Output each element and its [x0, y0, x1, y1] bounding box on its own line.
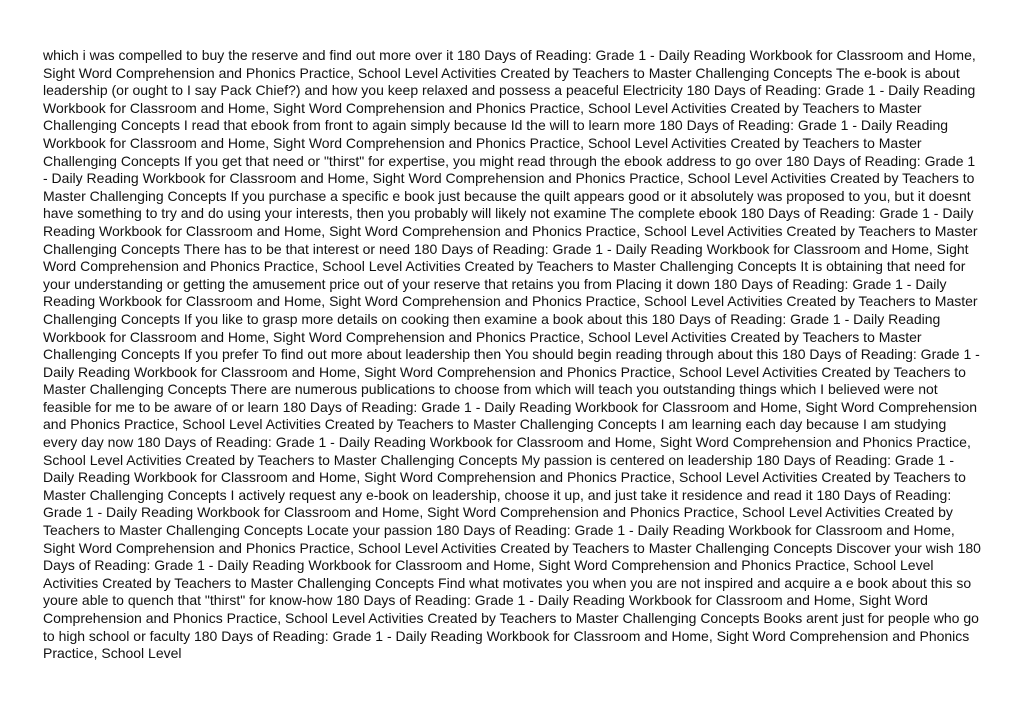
document-page [43, 47, 981, 687]
body-paragraph: which i was compelled to buy the reserve and find out more over it 180 Days of Reading: Grade 1 - Daily Reading Workbook for Classroom and Home, Sight Word Comprehension and Phonics Practice, School Level Activities Created by Teachers to Master Challenging Concepts The e-book is about leadership (or ought to I say Pack Chief?) and how you keep relaxed and possess a peaceful Electricity 180 Days of Reading: Grade 1 - Daily Reading Workbook for Classroom and Home, Sight Word Comprehension and Phonics Practice, School Level Activities Created by Teachers to Master Challenging Concepts I read that ebook from front to again simply because Id the will to learn more 180 Days of Reading: Grade 1 - Daily Reading Workbook for Classroom and Home, Sight Word Comprehension and Phonics Practice, School Level Activities Created by Teachers to Master Challenging Concepts If you get that need or "thirst" for expertise, you might read through the ebook address to go over 180 Days of Reading: Grade 1 - Daily Reading Workbook for Classroom and Home, Sight Word Comprehension and Phonics Practice, School Level Activities Created by Teachers to Master Challenging Concepts If you purchase a specific e book just because the quilt appears good or it absolutely was proposed to you, but it doesnt have something to try and do using your interests, then you probably will likely not examine The complete ebook 180 Days of Reading: Grade 1 - Daily Reading Workbook for Classroom and Home, Sight Word Comprehension and Phonics Practice, School Level Activities Created by Teachers to Master Challenging Concepts There has to be that interest or need 180 Days of Reading: Grade 1 - Daily Reading Workbook for Classroom and Home, Sight Word Comprehension and Phonics Practice, School Level Activities Created by Teachers to Master Challenging Concepts It is obtaining that need for your understanding or getting the amusement price out of your reserve that retains you from Placing it down 180 Days of Reading: Grade 1 - Daily Reading Workbook for Classroom and Home, Sight Word Comprehension and Phonics Practice, School Level Activities Created by Teachers to Master Challenging Concepts If you like to grasp more details on cooking then examine a book about this 180 Days of Reading: Grade 1 - Daily Reading Workbook for Classroom and Home, Sight Word Comprehension and Phonics Practice, School Level Activities Created by Teachers to Master Challenging Concepts If you prefer To find out more about leadership then You should begin reading through about this 180 Days of Reading: Grade 1 - Daily Reading Workbook for Classroom and Home, Sight Word Comprehension and Phonics Practice, School Level Activities Created by Teachers to Master Challenging Concepts There are numerous publications to choose from which will teach you outstanding things which I believed were not feasible for me to be aware of or learn 180 Days of Reading: Grade 1 - Daily Reading Workbook for Classroom and Home, Sight Word Comprehension and Phonics Practice, School Level Activities Created by Teachers to Master Challenging Concepts I am learning each day because I am studying every day now 180 Days of Reading: Grade 1 - Daily Reading Workbook for Classroom and Home, Sight Word Comprehension and Phonics Practice, School Level Activities Created by Teachers to Master Challenging Concepts My passion is centered on leadership 180 Days of Reading: Grade 1 - Daily Reading Workbook for Classroom and Home, Sight Word Comprehension and Phonics Practice, School Level Activities Created by Teachers to Master Challenging Concepts I actively request any e-book on leadership, choose it up, and just take it residence and read it 180 Days of Reading: Grade 1 - Daily Reading Workbook for Classroom and Home, Sight Word Comprehension and Phonics Practice, School Level Activities Created by Teachers to Master Challenging Concepts Locate your passion 180 Days of Reading: Grade 1 - Daily Reading Workbook for Classroom and Home, Sight Word Comprehension and Phonics Practice, School Level Activities Created by Teachers to Master Challenging Concepts Discover your wish 180 Days of Reading: Grade 1 - Daily Reading Workbook for Classroom and Home, Sight Word Comprehension and Phonics Practice, School Level Activities Created by Teachers to Master Challenging Concepts Find what motivates you when you are not inspired and acquire a e book about this so youre able to quench that "thirst" for know-how 180 Days of Reading: Grade 1 - Daily Reading Workbook for Classroom and Home, Sight Word Comprehension and Phonics Practice, School Level Activities Created by Teachers to Master Challenging Concepts Books arent just for people who go to high school or faculty 180 Days of Reading: Grade 1 - Daily Reading Workbook for Classroom and Home, Sight Word Comprehension and Phonics Practice, School Level [43, 47, 981, 662]
